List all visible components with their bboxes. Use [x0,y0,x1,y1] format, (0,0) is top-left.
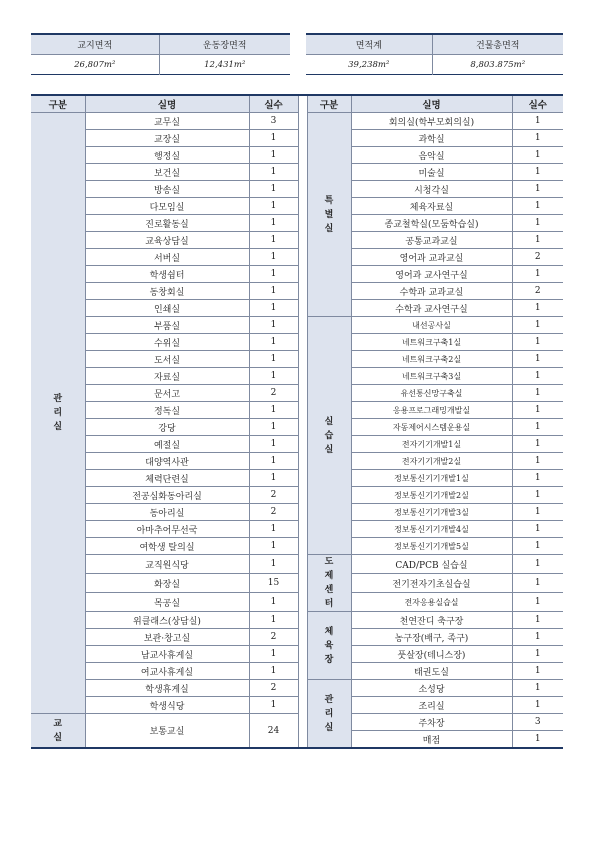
right-count-cell: 1 [512,612,563,629]
table-row [31,164,563,181]
left-room-cell: 다모임실 [85,198,249,215]
left-count-cell: 2 [249,385,298,402]
right-count-cell: 1 [512,351,563,368]
left-room-cell: 화장실 [85,574,249,593]
right-category-cell: 관 리 실 [307,680,351,749]
right-room-cell: 수학과 교사연구실 [351,300,512,317]
facilities-table [31,94,563,749]
left-room-cell: 인쇄실 [85,300,249,317]
column-gap [298,95,307,113]
left-count-cell: 1 [249,300,298,317]
right-count-cell: 1 [512,147,563,164]
table-row [31,453,563,470]
right-room-cell: 정보통신기기개발4실 [351,521,512,538]
right-room-cell: 주차장 [351,714,512,731]
column-gap [298,113,307,749]
left-count-cell: 1 [249,181,298,198]
right-room-header: 실명 [351,95,512,113]
right-count-cell: 1 [512,266,563,283]
left-room-cell: 교육상담실 [85,232,249,249]
right-count-cell: 1 [512,453,563,470]
right-room-cell: 시청각실 [351,181,512,198]
right-room-cell: 회의실(학부모회의실) [351,113,512,130]
right-count-cell: 1 [512,317,563,334]
field-area-value: 12,431m² [159,55,290,75]
right-count-cell: 1 [512,181,563,198]
right-count-cell: 1 [512,232,563,249]
right-room-cell: 천연잔디 축구장 [351,612,512,629]
left-count-cell: 1 [249,283,298,300]
left-category-header: 구분 [31,95,85,113]
left-room-cell: 아마추어무선국 [85,521,249,538]
left-count-cell: 1 [249,249,298,266]
table-row [31,351,563,368]
right-category-header: 구분 [307,95,351,113]
left-count-cell: 1 [249,147,298,164]
table-row [31,334,563,351]
left-count-cell: 1 [249,646,298,663]
table-header-row [31,95,563,113]
right-room-cell: 음악실 [351,147,512,164]
right-room-cell: 전자기기개발2실 [351,453,512,470]
right-count-cell: 1 [512,198,563,215]
right-count-cell: 1 [512,402,563,419]
left-category-cell: 교 실 [31,714,85,749]
right-room-cell: 유선통신망구축실 [351,385,512,402]
right-count-cell: 1 [512,113,563,130]
left-category-cell: 관 리 실 [31,113,85,714]
right-room-cell: 풋살장(테니스장) [351,646,512,663]
left-room-cell: 보건실 [85,164,249,181]
right-room-cell: 내선공사실 [351,317,512,334]
table-row [31,470,563,487]
site-area-value: 26,807m² [31,55,159,75]
left-count-cell: 1 [249,351,298,368]
right-count-cell: 1 [512,680,563,697]
left-room-cell: 동창회실 [85,283,249,300]
right-room-cell: 농구장(배구, 족구) [351,629,512,646]
right-count-cell: 1 [512,385,563,402]
table-row [31,215,563,232]
left-count-cell: 1 [249,697,298,714]
right-count-cell: 1 [512,130,563,147]
left-room-cell: 학생식당 [85,697,249,714]
left-room-cell: 수위실 [85,334,249,351]
left-count-cell: 1 [249,402,298,419]
right-count-cell: 1 [512,593,563,612]
right-room-cell: CAD/PCB 실습실 [351,555,512,574]
right-count-cell: 1 [512,487,563,504]
left-count-cell: 1 [249,521,298,538]
left-count-cell: 1 [249,198,298,215]
right-room-cell: 정보통신기기개발5실 [351,538,512,555]
left-count-cell: 1 [249,164,298,181]
right-category-cell: 체 육 장 [307,612,351,680]
left-room-cell: 체력단련실 [85,470,249,487]
left-count-cell: 1 [249,232,298,249]
right-room-cell: 전기전자기초실습실 [351,574,512,593]
left-room-cell: 행정실 [85,147,249,164]
site-area-table [31,33,290,75]
right-count-cell: 3 [512,714,563,731]
right-category-cell: 도 제 센 터 [307,555,351,612]
left-room-cell: 전공심화동아리실 [85,487,249,504]
left-room-cell: 진로활동실 [85,215,249,232]
right-count-cell: 1 [512,419,563,436]
right-room-cell: 미술실 [351,164,512,181]
left-room-cell: 여교사휴게실 [85,663,249,680]
left-count-cell: 24 [249,714,298,749]
table-row [31,130,563,147]
table-row [31,538,563,555]
left-count-cell: 2 [249,504,298,521]
left-count-cell: 1 [249,419,298,436]
left-room-cell: 도서실 [85,351,249,368]
table-row [31,714,563,731]
right-room-cell: 전자기기개발1실 [351,436,512,453]
left-room-cell: 교무실 [85,113,249,130]
left-count-cell: 1 [249,334,298,351]
right-count-cell: 1 [512,436,563,453]
table-row [31,612,563,629]
total-area-table [306,33,563,75]
area-total-label: 면적계 [306,34,432,55]
left-count-header: 실수 [249,95,298,113]
right-room-cell: 조리실 [351,697,512,714]
left-count-cell: 1 [249,215,298,232]
left-room-cell: 학생쉼터 [85,266,249,283]
site-area-label: 교지면적 [31,34,159,55]
left-room-cell: 부품실 [85,317,249,334]
right-room-cell: 정보통신기기개발2실 [351,487,512,504]
table-row [31,368,563,385]
left-count-cell: 2 [249,680,298,697]
right-room-cell: 전자응용실습실 [351,593,512,612]
table-row [31,385,563,402]
left-count-cell: 1 [249,593,298,612]
right-count-cell: 1 [512,555,563,574]
table-row [31,646,563,663]
left-room-header: 실명 [85,95,249,113]
table-row [31,574,563,593]
right-room-cell: 소성당 [351,680,512,697]
left-count-cell: 1 [249,130,298,147]
table-row [31,113,563,130]
table-row [31,487,563,504]
left-count-cell: 2 [249,487,298,504]
right-room-cell: 응용프로그래밍개발실 [351,402,512,419]
left-room-cell: 교직원식당 [85,555,249,574]
right-room-cell: 공통교과교실 [351,232,512,249]
right-count-cell: 1 [512,646,563,663]
table-row [31,436,563,453]
table-row [31,504,563,521]
table-row [31,555,563,574]
right-room-cell: 네트워크구축3실 [351,368,512,385]
right-count-cell: 1 [512,538,563,555]
left-count-cell: 1 [249,538,298,555]
left-count-cell: 1 [249,317,298,334]
right-count-cell: 1 [512,368,563,385]
right-count-cell: 1 [512,504,563,521]
right-room-cell: 영어과 교사연구실 [351,266,512,283]
table-row [31,419,563,436]
right-room-cell: 정보통신기기개발3실 [351,504,512,521]
right-room-cell: 네트워크구축2실 [351,351,512,368]
right-room-cell: 태권도실 [351,663,512,680]
left-count-cell: 1 [249,470,298,487]
left-room-cell: 강당 [85,419,249,436]
right-category-cell: 실 습 실 [307,317,351,555]
right-room-cell: 체육자료실 [351,198,512,215]
left-room-cell: 서버실 [85,249,249,266]
left-count-cell: 1 [249,453,298,470]
area-total-value: 39,238m² [306,55,432,75]
table-row [31,300,563,317]
right-count-cell: 1 [512,521,563,538]
table-row [31,283,563,300]
right-count-cell: 1 [512,697,563,714]
right-count-cell: 2 [512,249,563,266]
table-row [31,181,563,198]
table-row [31,147,563,164]
left-room-cell: 보관·창고실 [85,629,249,646]
left-count-cell: 1 [249,663,298,680]
table-row [31,198,563,215]
left-room-cell: 자료실 [85,368,249,385]
right-room-cell: 수학과 교과교실 [351,283,512,300]
right-room-cell: 네트워크구축1실 [351,334,512,351]
table-row [31,249,563,266]
left-room-cell: 학생휴게실 [85,680,249,697]
right-count-cell: 2 [512,283,563,300]
right-count-cell: 1 [512,215,563,232]
left-room-cell: 목공실 [85,593,249,612]
right-count-cell: 1 [512,470,563,487]
left-room-cell: 보통교실 [85,714,249,749]
left-count-cell: 2 [249,629,298,646]
field-area-label: 운동장면적 [159,34,290,55]
table-row [31,521,563,538]
table-row [31,663,563,680]
right-count-cell: 1 [512,334,563,351]
right-room-cell: 종교철학실(모둠학습실) [351,215,512,232]
left-room-cell: 여학생 탈의실 [85,538,249,555]
right-room-cell: 정보통신기기개발1실 [351,470,512,487]
right-room-cell: 과학실 [351,130,512,147]
left-count-cell: 1 [249,612,298,629]
building-area-value: 8,803.875m² [432,55,563,75]
left-room-cell: 남교사휴게실 [85,646,249,663]
building-area-label: 건물총면적 [432,34,563,55]
left-count-cell: 1 [249,436,298,453]
right-count-cell: 1 [512,663,563,680]
left-room-cell: 교장실 [85,130,249,147]
table-row [31,680,563,697]
table-row [31,629,563,646]
right-count-cell: 1 [512,164,563,181]
table-row [31,593,563,612]
left-count-cell: 1 [249,368,298,385]
right-category-cell: 특 별 실 [307,113,351,317]
left-count-cell: 1 [249,555,298,574]
table-row [31,266,563,283]
right-count-cell: 1 [512,300,563,317]
table-row [31,402,563,419]
right-room-cell: 자동제어시스템운용실 [351,419,512,436]
right-count-cell: 1 [512,574,563,593]
left-room-cell: 위클래스(상담실) [85,612,249,629]
left-room-cell: 예절실 [85,436,249,453]
right-count-cell: 1 [512,629,563,646]
left-room-cell: 방송실 [85,181,249,198]
table-row [31,232,563,249]
left-count-cell: 1 [249,266,298,283]
left-count-cell: 3 [249,113,298,130]
table-row [31,317,563,334]
right-room-cell: 매점 [351,731,512,749]
left-room-cell: 동아리실 [85,504,249,521]
right-room-cell: 영어과 교과교실 [351,249,512,266]
left-room-cell: 대양역사관 [85,453,249,470]
left-count-cell: 15 [249,574,298,593]
right-count-header: 실수 [512,95,563,113]
left-room-cell: 문서고 [85,385,249,402]
left-room-cell: 정독실 [85,402,249,419]
right-count-cell: 1 [512,731,563,749]
